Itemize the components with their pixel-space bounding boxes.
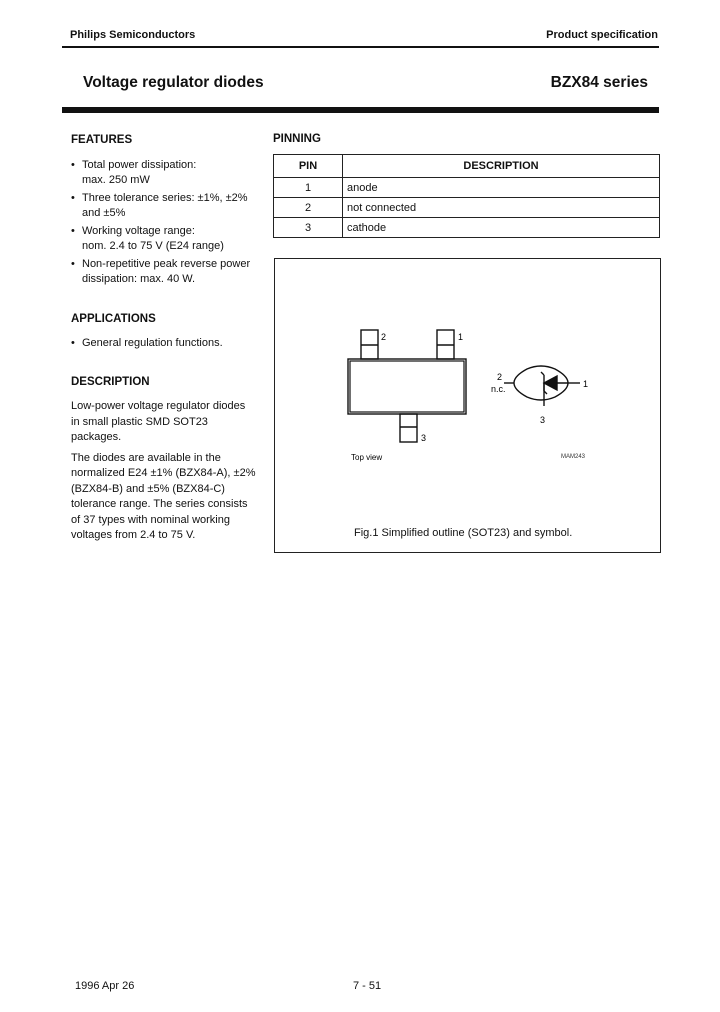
diode-triangle <box>544 376 557 390</box>
feature-item: • Total power dissipation: max. 250 mW <box>71 158 261 189</box>
table-row <box>274 218 660 238</box>
pin-number: 3 <box>274 218 343 238</box>
footer-date: 1996 Apr 26 <box>75 980 135 992</box>
package-pin-2-label: 2 <box>381 332 387 342</box>
package-pin-3-label: 3 <box>421 433 427 443</box>
package-pin-1-label: 1 <box>458 332 464 342</box>
pinning-header-row <box>274 155 660 178</box>
figure-drawing <box>275 259 660 552</box>
symbol-pin-1-label: 1 <box>583 379 589 389</box>
figure-caption: Fig.1 Simplified outline (SOT23) and symbol. <box>354 527 573 539</box>
pin-description: cathode <box>343 218 660 238</box>
table-row <box>274 198 660 218</box>
pinning-table <box>273 154 660 238</box>
pin-number: 2 <box>274 198 343 218</box>
package-lead-3 <box>400 414 417 442</box>
page-title: Voltage regulator diodes <box>83 74 264 91</box>
feature-item: • Non-repetitive peak reverse power dissipation: max. 40 W. <box>71 257 261 288</box>
zener-diode-symbol <box>504 366 580 406</box>
description-paragraph-1: Low-power voltage regulator diodes in small plastic SMD SOT23 packages. <box>71 400 246 443</box>
symbol-nc-label: n.c. <box>491 384 506 394</box>
left-column <box>71 133 261 549</box>
features-list <box>71 158 261 288</box>
pin-description: anode <box>343 178 660 198</box>
pin-column-header: PIN <box>274 155 343 178</box>
figure-code: MAM243 <box>561 454 586 460</box>
series-title: BZX84 series <box>550 74 648 91</box>
page-number: 7 - 51 <box>353 980 382 992</box>
application-item: • General regulation functions. <box>71 336 261 352</box>
symbol-pin-2-label: 2 <box>497 372 503 382</box>
package-body <box>348 359 466 414</box>
top-view-label: Top view <box>351 453 383 462</box>
feature-item: • Working voltage range: nom. 2.4 to 75 V (E24 range) <box>71 224 261 255</box>
description-heading: DESCRIPTION <box>71 375 150 388</box>
title-rule <box>62 107 659 113</box>
description-column-header: DESCRIPTION <box>343 155 660 178</box>
feature-item: • Three tolerance series: ±1%, ±2% and ±5% <box>71 191 261 222</box>
features-heading: FEATURES <box>71 134 133 146</box>
symbol-pin-3-label: 3 <box>540 415 546 425</box>
company-name: Philips Semiconductors <box>70 29 196 41</box>
pin-number: 1 <box>274 178 343 198</box>
table-row <box>274 178 660 198</box>
applications-list <box>71 336 261 352</box>
pin-description: not connected <box>343 198 660 218</box>
figure-box <box>274 258 661 553</box>
document-type: Product specification <box>546 29 658 41</box>
sot23-package-outline <box>348 330 466 442</box>
applications-heading: APPLICATIONS <box>71 312 156 325</box>
description-paragraph-2: The diodes are available in the normalized E24 ±1% (BZX84-A), ±2% (BZX84-B) and ±5% (BZX84-C) tolerance range. The series consists of 37 types with nominal working voltages from 2.4 to 75 V. <box>71 451 256 541</box>
pinning-heading: PINNING <box>273 133 321 145</box>
header-rule <box>62 46 659 48</box>
